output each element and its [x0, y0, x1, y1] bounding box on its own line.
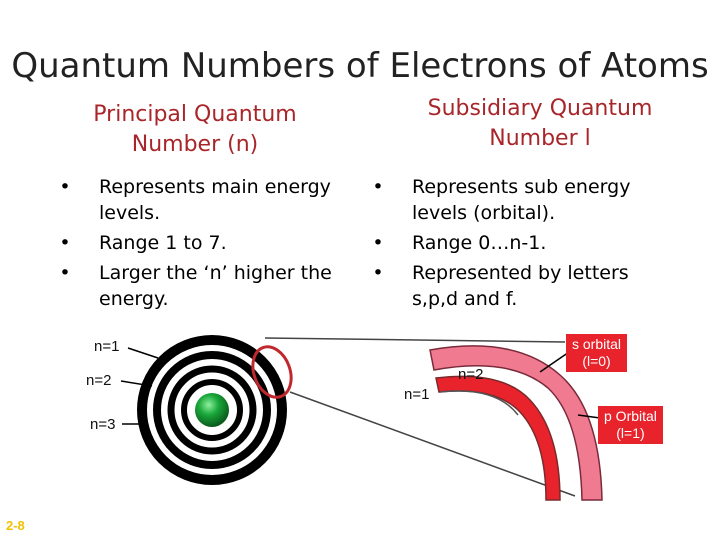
nucleus — [195, 393, 229, 427]
label-n3: n=3 — [90, 416, 116, 433]
orbital-inner-arc — [436, 376, 560, 500]
p-orbital-label: p Orbital (l=1) — [598, 406, 663, 444]
s-orbital-label: s orbital (l=0) — [566, 334, 627, 372]
label-n2: n=2 — [86, 372, 112, 389]
bullet-item: • Represents sub energy levels (orbital). — [372, 176, 631, 224]
label-n1: n=1 — [94, 338, 120, 355]
slide-title: Quantum Numbers of Electrons of Atoms — [11, 46, 709, 86]
arrow-n1 — [128, 348, 158, 358]
bullet-item: • Represents main energy levels. — [59, 176, 331, 224]
bullet-item: • Represented by letters s,p,d and f. — [372, 262, 629, 310]
bullet-item: • Larger the ‘n’ higher the energy. — [59, 262, 332, 310]
zoom-line-top — [265, 338, 565, 342]
subsidiary-heading: Subsidiary Quantum Number l — [427, 96, 653, 151]
bullet-item: • Range 1 to 7. — [59, 232, 227, 254]
slide-number: 2-8 — [6, 518, 25, 533]
zoom-label-n1: n=1 — [404, 386, 430, 403]
bullet-item: • Range 0…n-1. — [372, 232, 547, 254]
principal-heading: Principal Quantum Number (n) — [93, 102, 297, 157]
zoom-label-n2: n=2 — [458, 366, 484, 383]
